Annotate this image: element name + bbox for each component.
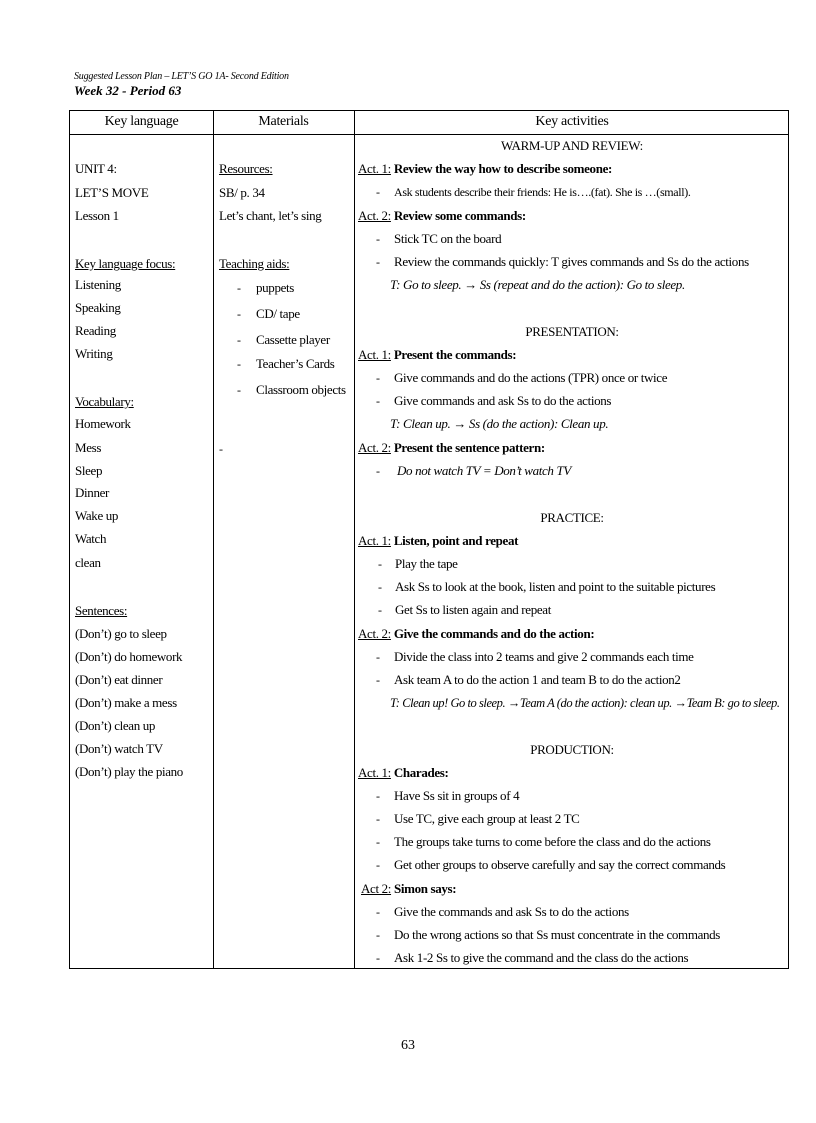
teaching-aid-item: Teacher’s Cards <box>256 356 335 371</box>
focus-item: Reading <box>75 323 116 338</box>
bullet-dash: - <box>237 281 241 295</box>
column-header-materials: Materials <box>258 114 309 129</box>
resource-item: Let’s chant, let’s sing <box>219 208 322 223</box>
vocabulary-item: Sleep <box>75 463 103 478</box>
example-teacher: T: Go to sleep. <box>390 277 462 292</box>
bullet-dash: - <box>376 673 380 687</box>
act-label: Act 2: <box>361 881 392 896</box>
warmup-heading: WARM-UP AND REVIEW: <box>501 138 643 153</box>
teaching-aids-heading: Teaching aids: <box>219 256 290 271</box>
activity-item: Ask 1-2 Ss to give the command and the class do the actions <box>394 950 689 965</box>
focus-heading: Key language focus: <box>75 256 176 271</box>
example-team-a: Team A (do the action): clean up. <box>519 696 672 710</box>
activity-item: Divide the class into 2 teams and give 2 commands each time <box>394 649 694 664</box>
vocabulary-item: Wake up <box>75 508 119 523</box>
act-label: Act. 2: <box>358 440 391 455</box>
lesson-label: Lesson 1 <box>75 208 119 223</box>
act-title: Listen, point and repeat <box>393 533 519 548</box>
sentences-heading: Sentences: <box>75 603 128 618</box>
bullet-dash: - <box>237 307 241 321</box>
activity-item: Stick TC on the board <box>394 231 502 246</box>
header-row-divider <box>70 134 788 135</box>
act-label: Act. 2: <box>358 626 391 641</box>
activity-item: Ask Ss to look at the book, listen and point to the suitable pictures <box>395 579 716 594</box>
example-students: Ss (repeat and do the action): Go to sleep. <box>479 277 685 292</box>
stray-dash: - <box>219 442 223 456</box>
arrow-icon: → <box>507 696 520 710</box>
resources-heading: Resources: <box>219 161 273 176</box>
bullet-dash: - <box>376 650 380 664</box>
activity-item: The groups take turns to come before the class and do the actions <box>394 834 711 849</box>
bullet-dash: - <box>378 557 382 571</box>
bullet-dash: - <box>237 357 241 371</box>
bullet-dash: - <box>376 464 380 478</box>
bullet-dash: - <box>376 255 380 269</box>
teaching-aid-item: puppets <box>256 280 294 295</box>
act-title: Review some commands: <box>393 208 526 223</box>
practice-heading: PRACTICE: <box>540 510 604 525</box>
column-divider <box>354 111 355 968</box>
teaching-aid-item: CD/ tape <box>256 306 300 321</box>
sentence-item: (Don’t) eat dinner <box>75 672 163 687</box>
activity-item: Do not watch TV = Don’t watch TV <box>397 463 571 478</box>
sentence-item: (Don’t) clean up <box>75 718 156 733</box>
bullet-dash: - <box>376 835 380 849</box>
production-act2 <box>361 881 456 897</box>
production-act1 <box>358 765 448 781</box>
act-label: Act. 1: <box>358 765 391 780</box>
act-title: Review the way how to describe someone: <box>393 161 612 176</box>
column-divider <box>213 111 214 968</box>
activity-item: Give the commands and ask Ss to do the actions <box>394 904 629 919</box>
bullet-dash: - <box>376 951 380 965</box>
teaching-aid-item: Cassette player <box>256 332 330 347</box>
arrow-icon: → <box>453 416 467 431</box>
focus-item: Speaking <box>75 300 121 315</box>
warmup-act2 <box>358 208 526 224</box>
activity-item: Ask team A to do the action 1 and team B to do the action2 <box>394 672 681 687</box>
sentence-item: (Don’t) make a mess <box>75 695 177 710</box>
resource-item: SB/ p. 34 <box>219 185 265 200</box>
bullet-dash: - <box>376 858 380 872</box>
sentence-item: (Don’t) go to sleep <box>75 626 167 641</box>
warmup-act1 <box>358 161 612 177</box>
vocabulary-item: Dinner <box>75 485 109 500</box>
bullet-dash: - <box>378 603 382 617</box>
arrow-icon: → <box>674 696 687 710</box>
arrow-icon: → <box>464 277 477 292</box>
activity-item: Use TC, give each group at least 2 TC <box>394 811 580 826</box>
vocabulary-item: clean <box>75 555 101 570</box>
bullet-dash: - <box>378 580 382 594</box>
example-team-b: Team B: go to sleep. <box>686 696 780 710</box>
sentence-item: (Don’t) play the piano <box>75 764 183 779</box>
activity-item: Review the commands quickly: T gives commands and Ss do the actions <box>394 254 749 269</box>
act-title: Present the sentence pattern: <box>393 440 545 455</box>
column-header-key-language: Key language <box>104 114 179 129</box>
sentence-item: (Don’t) watch TV <box>75 741 163 756</box>
unit-title: LET’S MOVE <box>75 185 149 200</box>
bullet-dash: - <box>376 928 380 942</box>
activity-item: Have Ss sit in groups of 4 <box>394 788 520 803</box>
bullet-dash: - <box>376 812 380 826</box>
vocabulary-item: Homework <box>75 416 131 431</box>
act-title: Give the commands and do the action: <box>393 626 595 641</box>
lesson-plan-subtitle: Suggested Lesson Plan – LET’S GO 1A- Second Edition <box>74 71 289 82</box>
presentation-heading: PRESENTATION: <box>525 324 619 339</box>
activity-item: Give commands and do the actions (TPR) once or twice <box>394 370 668 385</box>
act-title: Charades: <box>393 765 449 780</box>
focus-item: Listening <box>75 277 121 292</box>
activity-item: Give commands and ask Ss to do the actions <box>394 393 612 408</box>
presentation-act1 <box>358 347 516 363</box>
practice-act1 <box>358 533 518 549</box>
bullet-dash: - <box>237 383 241 397</box>
example-line <box>390 695 780 711</box>
practice-act2 <box>358 626 594 642</box>
vocabulary-item: Watch <box>75 531 107 546</box>
vocabulary-item: Mess <box>75 440 102 455</box>
bullet-dash: - <box>237 333 241 347</box>
activity-item: Play the tape <box>395 556 458 571</box>
example-teacher: T: Clean up. <box>390 416 451 431</box>
vocabulary-heading: Vocabulary: <box>75 394 134 409</box>
bullet-dash: - <box>376 232 380 246</box>
act-label: Act. 1: <box>358 161 391 176</box>
activity-item: Get other groups to observe carefully and say the correct commands <box>394 857 726 872</box>
lesson-plan-table <box>69 110 789 969</box>
focus-item: Writing <box>75 346 113 361</box>
bullet-dash: - <box>376 394 380 408</box>
example-line <box>390 277 685 293</box>
bullet-dash: - <box>376 789 380 803</box>
act-label: Act. 1: <box>358 533 391 548</box>
example-students: Ss (do the action): Clean up. <box>468 416 609 431</box>
example-teacher: T: Clean up! Go to sleep. <box>390 696 506 710</box>
week-period-title: Week 32 - Period 63 <box>74 83 182 98</box>
column-header-key-activities: Key activities <box>535 114 609 129</box>
bullet-dash: - <box>376 905 380 919</box>
act-title: Present the commands: <box>393 347 517 362</box>
unit-label: UNIT 4: <box>75 161 117 176</box>
presentation-act2 <box>358 440 545 456</box>
sentence-item: (Don’t) do homework <box>75 649 183 664</box>
page-number: 63 <box>401 1038 415 1053</box>
production-heading: PRODUCTION: <box>530 742 614 757</box>
bullet-dash: - <box>376 371 380 385</box>
act-label: Act. 1: <box>358 347 391 362</box>
document-header <box>74 70 289 98</box>
teaching-aid-item: Classroom objects <box>256 382 346 397</box>
bullet-dash: - <box>376 185 380 199</box>
example-line <box>390 416 608 432</box>
act-title: Simon says: <box>393 881 457 896</box>
activity-item: Do the wrong actions so that Ss must concentrate in the commands <box>394 927 721 942</box>
activity-item: Ask students describe their friends: He is….(fat). She is …(small). <box>394 185 691 199</box>
activity-item: Get Ss to listen again and repeat <box>395 602 551 617</box>
act-label: Act. 2: <box>358 208 391 223</box>
